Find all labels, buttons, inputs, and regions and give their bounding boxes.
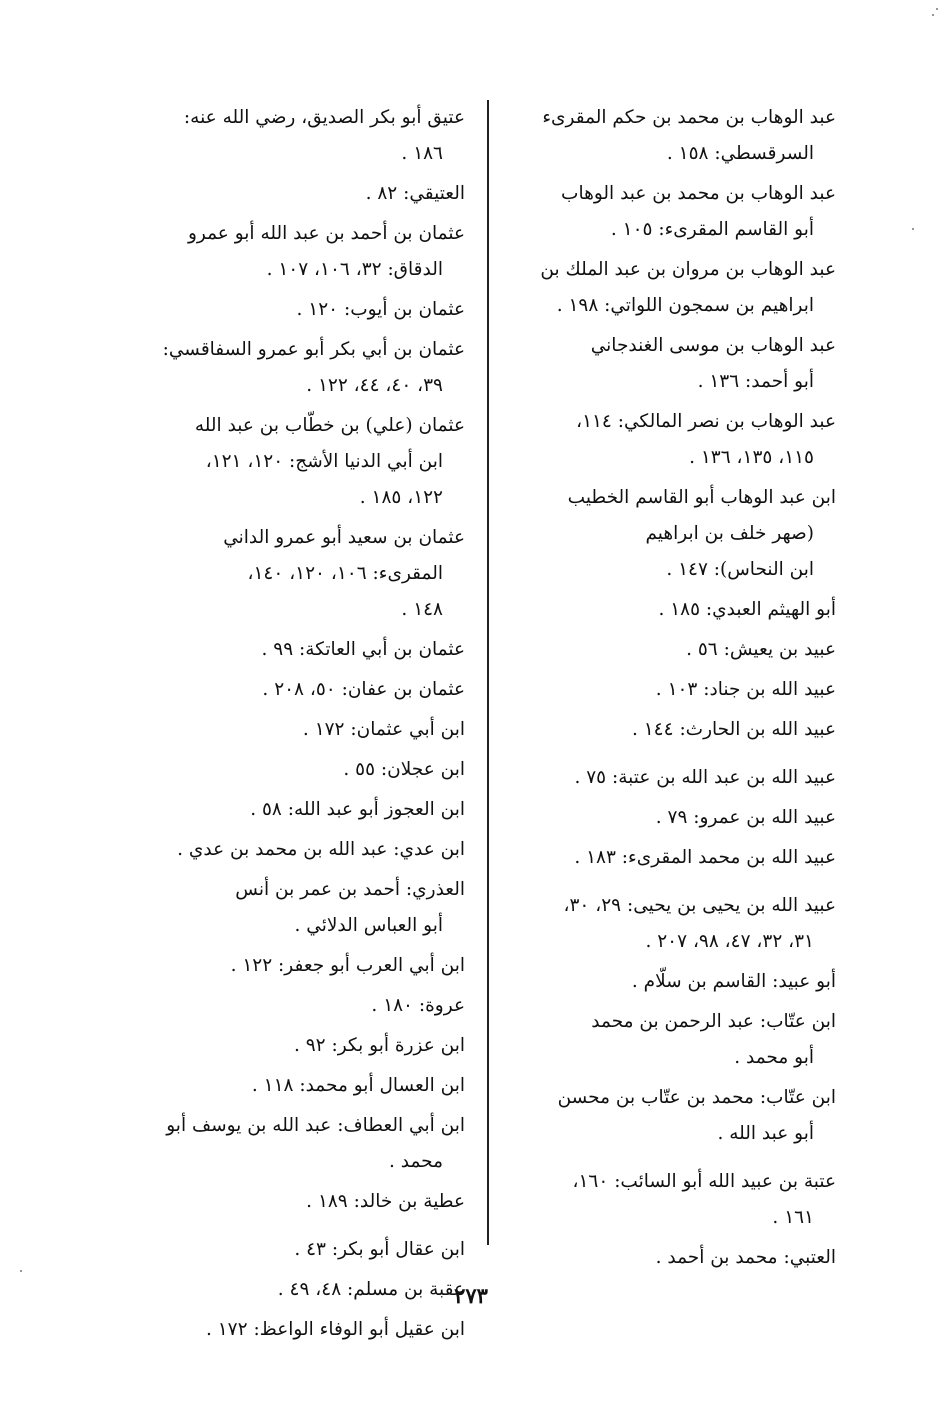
index-entry — [140, 520, 465, 628]
entry-line: أبو الهيثم العبدي: ١٨٥ . — [658, 599, 836, 620]
index-entry — [140, 100, 465, 172]
entry-continuation-line: أبو القاسم المقرىء: ١٠٥ . — [610, 219, 814, 240]
entry-line: عثمان بن أيوب: ١٢٠ . — [296, 299, 465, 320]
index-entry — [502, 888, 836, 960]
index-entry — [502, 328, 836, 400]
entry-line: ابن عجلان: ٥٥ . — [343, 759, 465, 780]
entry-continuation-line: أبو عبد الله . — [717, 1123, 814, 1144]
index-entry — [502, 1080, 836, 1152]
index-entry — [502, 672, 836, 708]
entry-line: ابن أبي العرب أبو جعفر: ١٢٢ . — [230, 955, 465, 976]
entry-line: العتيقي: ٨٢ . — [365, 183, 465, 204]
index-entry — [140, 872, 465, 944]
entry-line: عبيد الله بن عمرو: ٧٩ . — [655, 807, 836, 828]
entry-line: عبيد الله بن يحيى بن يحيى: ٢٩، ٣٠، — [563, 895, 836, 916]
entry-line: ابن عدي: عبد الله بن محمد بن عدي . — [177, 839, 465, 860]
index-entry — [502, 252, 836, 324]
index-entry — [140, 632, 465, 668]
index-entry — [140, 1312, 465, 1348]
entry-line: عثمان بن أبي بكر أبو عمرو السفاقسي: — [162, 339, 465, 360]
entry-line: عبد الوهاب بن موسى الغندجاني — [590, 335, 836, 356]
entry-line: ابن أبي عثمان: ١٧٢ . — [302, 719, 465, 740]
entry-continuation-line: ٣٩، ٤٠، ٤٤، ١٢٢ . — [306, 375, 443, 396]
entry-line: ابن العسال أبو محمد: ١١٨ . — [251, 1075, 465, 1096]
index-entry — [140, 1028, 465, 1064]
index-entry — [502, 632, 836, 668]
index-entry — [140, 752, 465, 788]
index-entry — [502, 712, 836, 748]
index-entry — [502, 592, 836, 628]
index-entry — [502, 800, 836, 836]
index-entry — [502, 760, 836, 796]
entry-continuation-line: السرقسطي: ١٥٨ . — [666, 143, 814, 164]
entry-line: عثمان بن أحمد بن عبد الله أبو عمرو — [187, 223, 465, 244]
entry-continuation-line: ١٦١ . — [772, 1207, 814, 1228]
index-column-right — [502, 100, 836, 1280]
entry-line: ابن أبي العطاف: عبد الله بن يوسف أبو — [166, 1115, 465, 1136]
index-entry — [502, 176, 836, 248]
entry-line: أبو عبيد: القاسم بن سلّام . — [631, 971, 836, 992]
entry-continuation-line: ١٢٢، ١٨٥ . — [359, 487, 443, 508]
index-entry — [502, 1240, 836, 1276]
index-entry — [140, 1232, 465, 1268]
entry-line: عبيد الله بن محمد المقرىء: ١٨٣ . — [574, 847, 836, 868]
entry-continuation-line: أبو أحمد: ١٣٦ . — [697, 371, 814, 392]
entry-line: عثمان بن سعيد أبو عمرو الداني — [223, 527, 465, 548]
entry-line: ابن عقال أبو بكر: ٤٣ . — [294, 1239, 465, 1260]
entry-continuation-line: (صهر خلف بن ابراهيم — [645, 523, 814, 544]
index-entry — [140, 988, 465, 1024]
index-entry — [140, 832, 465, 868]
entry-continuation-line: محمد . — [388, 1151, 443, 1172]
index-entry — [502, 1004, 836, 1076]
entry-line: عروة: ١٨٠ . — [371, 995, 465, 1016]
index-entry — [502, 404, 836, 476]
entry-line: عبيد الله بن الحارث: ١٤٤ . — [631, 719, 836, 740]
column-divider — [487, 100, 489, 1245]
entry-continuation-line: ابراهيم بن سمجون اللواتي: ١٩٨ . — [556, 295, 814, 316]
scan-speck — [20, 1270, 22, 1272]
entry-line: ابن العجوز أبو عبد الله: ٥٨ . — [250, 799, 465, 820]
index-entry — [140, 1108, 465, 1180]
scan-speck — [932, 14, 934, 16]
entry-line: عبيد الله بن جناد: ١٠٣ . — [655, 679, 836, 700]
entry-line: العذري: أحمد بن عمر بن أنس — [235, 879, 465, 900]
entry-continuation-line: ١٨٦ . — [401, 143, 443, 164]
entry-line: عقبة بن مسلم: ٤٨، ٤٩ . — [277, 1279, 465, 1300]
index-entry — [140, 332, 465, 404]
index-entry — [140, 1068, 465, 1104]
scan-speck — [936, 8, 938, 10]
entry-line: عطية بن خالد: ١٨٩ . — [306, 1191, 465, 1212]
entry-line: ابن عبد الوهاب أبو القاسم الخطيب — [567, 487, 836, 508]
entry-line: عبد الوهاب بن نصر المالكي: ١١٤، — [576, 411, 836, 432]
index-entry — [502, 480, 836, 588]
index-entry — [140, 216, 465, 288]
entry-continuation-line: ٣١، ٣٢، ٤٧، ٩٨، ٢٠٧ . — [645, 931, 814, 952]
entry-continuation-line: المقرىء: ١٠٦، ١٢٠، ١٤٠، — [247, 563, 443, 584]
entry-continuation-line: ابن أبي الدنيا الأشج: ١٢٠، ١٢١، — [205, 451, 443, 472]
index-entry — [502, 100, 836, 172]
index-entry — [140, 408, 465, 516]
index-entry — [140, 792, 465, 828]
scan-speck — [912, 228, 914, 230]
index-entry — [140, 712, 465, 748]
entry-line: ابن عتّاب: محمد بن عتّاب بن محسن — [557, 1087, 836, 1108]
entry-line: ابن عتّاب: عبد الرحمن بن محمد — [591, 1011, 836, 1032]
entry-line: عتيق أبو بكر الصديق، رضي الله عنه: — [183, 107, 465, 128]
index-entry — [140, 176, 465, 212]
index-entry — [502, 1164, 836, 1236]
index-entry — [140, 672, 465, 708]
entry-line: عثمان بن أبي العاتكة: ٩٩ . — [261, 639, 465, 660]
entry-line: عبد الوهاب بن محمد بن عبد الوهاب — [561, 183, 836, 204]
entry-line: عبيد بن يعيش: ٥٦ . — [686, 639, 836, 660]
entry-continuation-line: الدقاق: ٣٢، ١٠٦، ١٠٧ . — [266, 259, 443, 280]
index-entry — [502, 964, 836, 1000]
entry-continuation-line: ابن النحاس): ١٤٧ . — [666, 559, 814, 580]
entry-line: عبد الوهاب بن محمد بن حكم المقرىء — [542, 107, 836, 128]
entry-line: عتبة بن عبيد الله أبو السائب: ١٦٠، — [572, 1171, 836, 1192]
entry-line: عثمان بن عفان: ٥٠، ٢٠٨ . — [262, 679, 465, 700]
index-entry — [140, 292, 465, 328]
entry-line: العتبي: محمد بن أحمد . — [655, 1247, 836, 1268]
entry-line: عبد الوهاب بن مروان بن عبد الملك بن — [540, 259, 836, 280]
entry-line: ابن عقيل أبو الوفاء الواعظ: ١٧٢ . — [205, 1319, 465, 1340]
entry-continuation-line: ١٤٨ . — [401, 599, 443, 620]
entry-line: عبيد الله بن عبد الله بن عتبة: ٧٥ . — [574, 767, 836, 788]
index-entry — [140, 1184, 465, 1220]
entry-line: ابن عزرة أبو بكر: ٩٢ . — [293, 1035, 465, 1056]
entry-continuation-line: أبو العباس الدلائي . — [294, 915, 443, 936]
entry-continuation-line: ١١٥، ١٣٥، ١٣٦ . — [689, 447, 814, 468]
entry-continuation-line: أبو محمد . — [734, 1047, 814, 1068]
index-entry — [502, 840, 836, 876]
page-number: ٢٧٣ — [454, 1283, 488, 1308]
index-entry — [140, 948, 465, 984]
index-column-left — [140, 100, 465, 1352]
entry-line: عثمان (علي) بن خطّاب بن عبد الله — [194, 415, 465, 436]
